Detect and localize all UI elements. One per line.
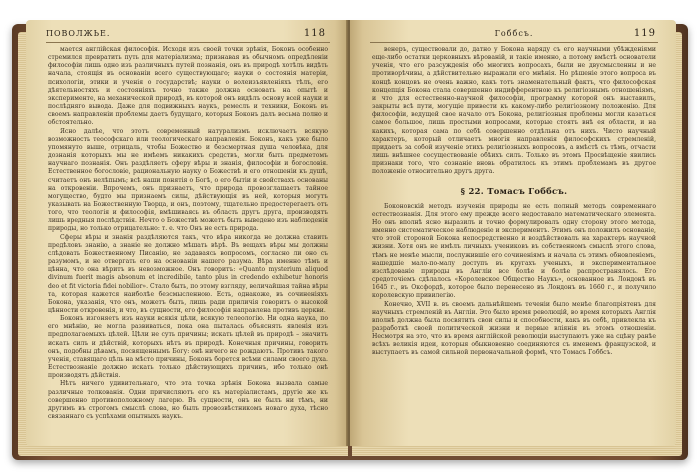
paragraph: венеръ, существовали до, датно у Бокона наряду съ его научными убѣжденіями еще-либо остатки церковныхъ вѣрованій, и такіе именно, а потому вмѣстѣ основатели ученія, что его разсужденія обо многихъ вопросахъ, были не двусмысленны и не противорѣчивы, а дѣйствительно выражали его мнѣнія. Но рѣшеніе этого вопроса въ концѣ концовъ не очень важно, какъ тотъ знаменательный фактъ, что философская концепція Бокона стала совершенно индифферентною къ религіознымъ отношеніямъ, и что для естественно-научной философіи, программу которой онъ выставилъ, закрыты всѣ пути, могущіе привести къ какому-либо религіозному положенію. Для философіи, ведущей свое начало отъ Бокона, религіозныя проблемы могли казаться самое большое, лишь простыми вопросами, которые стоятъ внѣ ея области, и на какихъ, которая сама по себѣ совершенно отдѣльна отъ нихъ. Чисто научный характеръ, который отличаетъ многія направленія философскихъ стремленій, придаетъ за собой изученіе этихъ религіозныхъ вопросовъ, а вмѣстѣ съ тѣмъ, отчасти лишь внѣшнее сосуществованіе обѣихъ силъ. Только въ этомъ Просвѣщеніе явились признаки того, что сознаніе вновь обратилось къ этимъ проблемамъ въ другое положеніе относительно другъ друга. bbox=[372, 46, 656, 176]
right-page-number: 119 bbox=[633, 28, 656, 39]
paragraph: мается англійская философія. Исходя изъ своей точки зрѣнія, Боконъ особенно стремился превратить путь для матеріализма; признавая въ обычномъ опредѣленіи философіи лишь одно изъ различныхъ путей познанія, онъ въ природѣ хотѣлъ видѣть начала, стоящія въ основаніи всего существующаго; науки о состоянія матеріи, психологіи, этики и ученія о государствѣ; науки о волеизъявленіяхъ тѣлъ, его дѣятельностяхъ и состояніяхъ точно также должна основать на опытѣ и эксперименте, на механической природѣ, въ которой онъ видѣлъ основу всей науки и послѣдняго вывода. Даже для подвижныхъ наукъ, ремеслъ и техники, Боконъ въ своемъ направленіи проблемы даетъ будущаго, которыя Боконъ далъ весьма полно и обстоятельно. bbox=[48, 46, 328, 127]
left-page bbox=[26, 20, 348, 446]
left-page-number: 118 bbox=[303, 28, 326, 39]
right-running-title: Гоббсъ. bbox=[494, 29, 534, 38]
right-page-body bbox=[372, 46, 656, 438]
paragraph: Боконъ изгоняетъ изъ науки всякія цѣли, всякую телеологію. Ни одна наука, по его мнѣнію, не могла развиваться, пока она пыталась объяснять явленія изъ предполагаемыхъ цѣлей. Цѣли не суть причины; искать цѣлей въ природѣ – значитъ искать силъ и дѣйствій, которыхъ нѣтъ въ природѣ. Конечныя причины, говоритъ онъ, подобны дѣвамъ, посвященнымъ Богу: онѣ ничего не рождаютъ. Противъ такого ученія, ставящаго цѣль на мѣсто причины, Боконъ борется всѣми силами своего духа. Естествознаніе должно искать только дѣйствующихъ причинъ, ибо только онѣ производятъ дѣйствія. bbox=[48, 315, 328, 380]
left-running-title: ПОВОЛЖЬЕ. bbox=[46, 29, 111, 38]
open-book bbox=[12, 14, 688, 462]
paragraph: Конечно, XVII в. въ своемъ дальнѣйшемъ теченіи было менѣе благопріятенъ для научныхъ стремленій въ Англіи. Это было время революцій, во время которыхъ Англія вполнѣ должна была посвятить свои силы и способности, какъ въ себѣ, привлекла къ разработкѣ своей политической жизни и первые вліянія въ этомъ отношеніи. Несмотря на это, что въ время англійской революціи выступаютъ уже на сцѣну ранѣе всѣхъ великія идеи, которыя обыкновенно соединяются съ именемъ французской, и выступаетъ въ самой сильной первоначальной формѣ, что Томасъ Гоббсъ. bbox=[372, 300, 656, 357]
right-page-header bbox=[370, 28, 658, 43]
paragraph: Боконовскій методъ изученія природы не есть полный методъ современнаго естествознанія. Для этого ему прежде всего недоставало математическаго элемента. Но онъ вполнѣ ясно выразилъ и точно формулировалъ одну сторону этого метода, именно систематическое наблюденіе и экспериментъ. Этимъ онъ положилъ основаніе, что этой стороной Бокона непосредственно и воздѣйствовалъ на характеръ научной жизни. Хотя онъ не имѣлъ личныхъ учениковъ въ собственномъ смыслѣ этого слова, тѣмъ не менѣе мысли, послужившіе его сочиненіямъ и начала съ этимъ обновленіемъ, нашедшіе мало-по-малу доступъ въ кругахъ ученыхъ, и экспериментальное изслѣдованіе природы въ Англіи все болѣе и болѣе распространялось. Его средоточіемъ сдѣлалось «Королевское Общество Наукъ», основанное въ Лондонѣ въ 1645 г., въ Оксфордѣ, которое было перенесено въ Лондонъ въ 1660 г., и получило королевскую привилегію. bbox=[372, 202, 656, 300]
left-page-header bbox=[46, 28, 330, 43]
paragraph: Сферы вѣры и знанія раздѣляются такъ, что вѣра никогда не должна ставить предѣловъ знанію, а знаніе не должно мѣшать вѣрѣ. Въ вещахъ вѣры мы должны слѣдовать Божественному Писанію, не задаваясь вопросомъ, согласно ли оно съ разумомъ, и не отвергать его на основаніи нашего разума. Вѣра именно тѣмъ и цѣнна, что она вѣритъ въ невозможное. Онъ говоритъ: «Quanto mysterium aliquod divinum fuerit magis absonum et incredibile, tanto plus in credendo exhibetur honoris deo et fit victoria fidei nobilior». Стало быть, по этому взгляду, величайшая тайна вѣры та, которая кажется наиболѣе безсмысленною. Есть, однакоже, въ сочиненіяхъ Бокона, указанія, что онъ, можетъ быть, лишь ради приличія говоритъ о высокой цѣнности откровенія, и что, въ сущности, его философія направлена противъ церкви. bbox=[48, 233, 328, 314]
right-page bbox=[350, 20, 676, 446]
left-page-body bbox=[48, 46, 328, 438]
section-heading: § 22. Томасъ Гоббсъ. bbox=[460, 185, 568, 196]
paragraph: Ясно далѣе, что этотъ современный натурализмъ исключаетъ всякую возможность теософскаго или теологическаго направленія. Боконъ, какъ уже было упомянуто выше, отрицаль, чтобы Божество и безсмертная душа человѣка, для дознанія которыхъ мы не имѣемъ никакихъ средствъ, могли быть предметомъ научнаго познанія. Онъ раздѣляетъ сферу вѣры и знанія, философіи и богословія. Естественное богословіе, рациональную науку о Божествѣ и его отношеніи къ душѣ, считаетъ онъ нелѣпымъ; всѣ наши понятія о Богѣ, о его бытіи и свойствахъ основаны на откровеніи. Впрочемъ, онъ признаетъ, что природа провозглашаетъ тайное могущество, будто мы признаемъ силы, дѣйствующія въ ней, которыя могутъ указывать на Божественную Творца, и онъ, поэтому, тщательно предостерегаетъ отъ того, что теологія и философія, вмѣшиваясь въ область другъ друга, производятъ лишь вредныя послѣдствія. Нечто о Божествѣ можетъ быть выведено изъ наблюденія природы, но только отрицательно: т. е. что Онъ не есть природа. bbox=[48, 127, 328, 233]
paragraph: Нѣтъ ничего удивительнаго, что эта точка зрѣнія Бокона вызвала самые различные толкованія. Одни причисляютъ его къ матеріалистамъ, другіе же къ совершенно противоположному лагерю. Въ сущности, онъ не былъ ни тѣмъ, ни другимъ въ строгомъ смыслѣ слова, но былъ провозвѣстникомъ новаго духа, тѣсно связаннаго съ успѣхами опытныхъ наукъ. bbox=[48, 380, 328, 421]
